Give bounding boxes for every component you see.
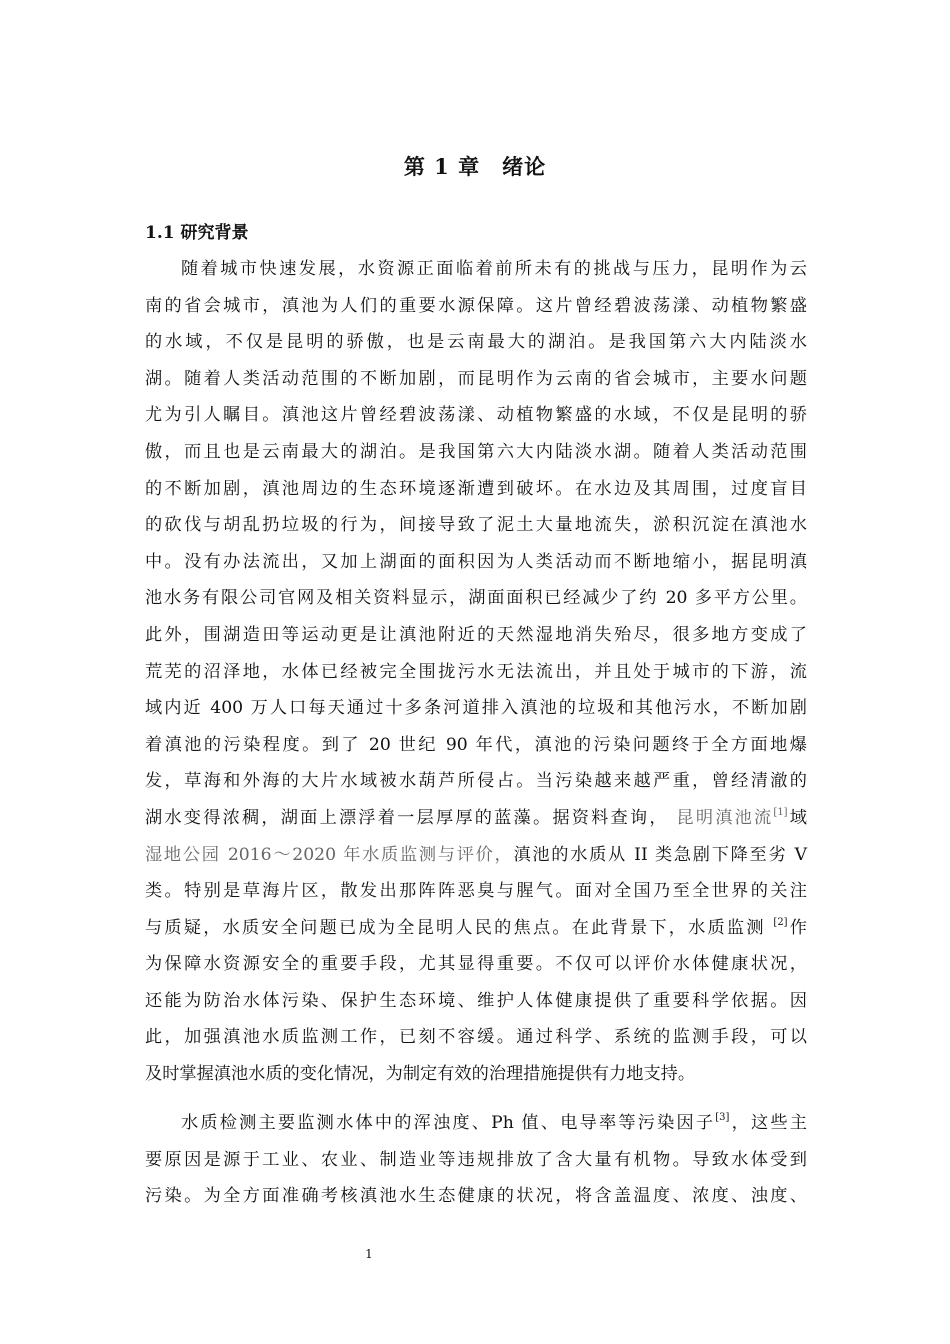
text-line: 污染。为全方面准确考核滇池水生态健康的状况，将含盖温度、浓度、浊度、: [145, 1186, 807, 1207]
citation-1: [1]: [773, 806, 788, 818]
text-line: 的不断加剧，滇池周边的生态环境逐渐遭到破坏。在水边及其周围，过度盲目: [145, 478, 807, 499]
text-line: 湖。随着人类活动范围的不断加剧，而昆明作为云南的省会城市，主要水问题: [145, 368, 807, 389]
text-line: 还能为防治水体污染、保护生态环境、维护人体健康提供了重要科学依据。因: [145, 990, 807, 1011]
text-line: 尤为引人瞩目。滇池这片曾经碧波荡漾、动植物繁盛的水域，不仅是昆明的骄: [145, 405, 807, 426]
text-line: 类。特别是草海片区，散发出那阵阵恶臭与腥气。面对全国乃至全世界的关注: [145, 881, 807, 902]
text-line: 南的省会城市，滇池为人们的重要水源保障。这片曾经碧波荡漾、动植物繁盛: [145, 295, 807, 316]
paragraph-2: [145, 1105, 807, 1215]
text-line: 随着城市快速发展，水资源正面临着前所未有的挑战与压力，昆明作为云: [181, 259, 807, 279]
text-line: [145, 910, 807, 947]
text-segment: 滇池的水质从 II 类急剧下降至劣 V: [513, 844, 807, 865]
text-segment: 湖水变得浓稠，湖面上漂浮着一层厚厚的蓝藻。据资料查询，: [145, 807, 669, 828]
text-line: 的砍伐与胡乱扔垃圾的行为，间接导致了泥土大量地流失，淤积沉淀在滇池水: [145, 515, 807, 536]
citation-2: [2]: [773, 916, 788, 928]
text-line: 荒芜的沼泽地，水体已经被完全围拢污水无法流出，并且处于城市的下游，流: [145, 661, 807, 682]
paragraph-1: [145, 251, 807, 1093]
text-line: 傲，而且也是云南最大的湖泊。是我国第六大内陆淡水湖。随着人类活动范围: [145, 441, 807, 462]
text-line: 的水域，不仅是昆明的骄傲，也是云南最大的湖泊。是我国第六大内陆淡水: [145, 332, 807, 353]
chapter-title: 第 1 章 绪论: [403, 154, 547, 179]
text-segment: ，这些主: [729, 1113, 807, 1133]
text-line: 为保障水资源安全的重要手段，尤其显得重要。不仅可以评价水体健康状况，: [145, 954, 807, 975]
text-line: [145, 1105, 807, 1142]
text-segment: 湿地公园 2016～2020 年水质监测与评价，: [145, 844, 514, 865]
text-line: 域内近 400 万人口每天通过十多条河道排入滇池的垃圾和其他污水，不断加剧: [145, 698, 807, 719]
text-segment: 水质检测主要监测水体中的浑浊度、Ph 值、电导率等污染因子: [181, 1113, 716, 1133]
text-line: [145, 800, 807, 837]
text-line: [145, 837, 807, 874]
text-line: 此，加强滇池水质监测工作，已刻不容缓。通过科学、系统的监测手段，可以: [145, 1027, 807, 1048]
text-line: 发，草海和外海的大片水域被水葫芦所侵占。当污染越来越严重，曾经清澈的: [145, 771, 807, 792]
text-line: 着滇池的污染程度。到了 20 世纪 90 年代，滇池的污染问题终于全方面地爆: [145, 734, 807, 755]
text-line: 池水务有限公司官网及相关资料显示，湖面面积已经减少了约 20 多平方公里。: [145, 588, 807, 609]
text-line: 要原因是源于工业、农业、制造业等违规排放了含大量有机物。导致水体受到: [145, 1149, 807, 1170]
text-line: 此外，围湖造田等运动更是让滇池附近的天然湿地消失殆尽，很多地方变成了: [145, 624, 807, 645]
text-line: 中。没有办法流出，又加上湖面的面积因为人类活动而不断地缩小，据昆明滇: [145, 551, 807, 572]
citation-3: [3]: [715, 1112, 730, 1123]
text-segment: 域: [787, 807, 807, 828]
text-segment: 作: [787, 917, 807, 938]
text-line: 及时掌握滇池水质的变化情况，为制定有效的治理措施提供有力地支持。: [145, 1064, 696, 1085]
page-number: 1: [365, 1247, 373, 1261]
text-segment: 与质疑，水质安全问题已成为全昆明人民的焦点。在此背景下，水质监测: [145, 917, 766, 938]
text-segment: 昆明滇池流: [676, 807, 774, 828]
section-title: 1.1 研究背景: [145, 223, 249, 243]
